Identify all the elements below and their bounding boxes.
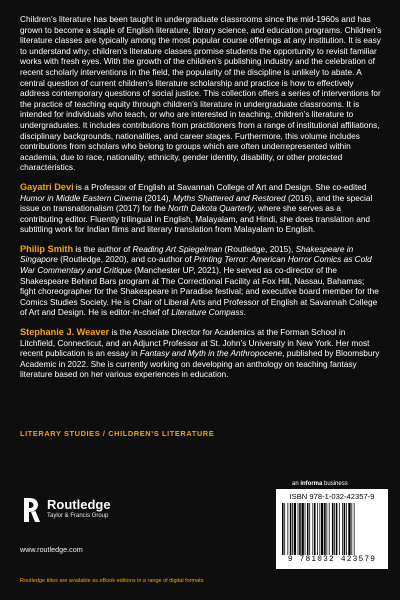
isbn-barcode — [276, 489, 388, 569]
book-title: Myths Shattered and Restored — [173, 192, 286, 203]
editor-name: Philip Smith — [20, 243, 74, 254]
barcode-digits: 9 781032 423579 — [287, 556, 377, 564]
bio-text: (2014), — [142, 192, 174, 203]
subject-category: LITERARY STUDIES / CHILDREN’S LITERATURE — [20, 429, 215, 438]
bio-text: , published by Bloomsbury Academic in 2022. She is currently working on developing an anthology on teaching fantasy literature based on her various experiences in education. — [20, 348, 380, 380]
publisher-url[interactable]: www.routledge.com — [20, 545, 83, 554]
editor-name: Gayatri Devi — [20, 181, 74, 192]
informa-prefix: an — [292, 481, 301, 487]
publisher-tagline: Taylor & Francis Group — [47, 513, 109, 519]
isbn-label: ISBN 978-1-032-42357-9 — [289, 492, 375, 501]
editor-bio-philip-smith — [20, 244, 382, 318]
book-title: Fantasy and Myth in the Anthropocene — [139, 348, 283, 359]
informa-brand: informa — [300, 481, 323, 487]
bio-text: . — [243, 307, 246, 318]
editor-bio-stephanie-weaver — [20, 327, 382, 380]
journal-title: Literature Compass — [171, 307, 244, 318]
bio-text: is the author of — [73, 243, 133, 254]
publisher-logo — [20, 496, 210, 536]
publisher-name: Routledge — [47, 497, 111, 512]
book-title: Printing Terror: American Horror Comics as Cold War Commentary and Critique — [20, 254, 372, 276]
book-title: Shakespeare in Singapore — [20, 243, 354, 265]
ebook-availability-note: Routledge titles are available as eBook editions in a range of digital formats — [20, 578, 204, 584]
journal-title: North Dakota Quarterly — [168, 203, 254, 214]
bio-text: , where she serves as a contributing editor. Fluently trilingual in English, Malayalam, and Hindi, she does translation and subtitling work for Indian films and literary translation from Malayalam to English. — [20, 203, 371, 235]
back-cover-text — [20, 14, 382, 389]
bio-text: (Routledge, 2015), — [222, 243, 296, 254]
bio-text: is the Associate Director for Academics at the Forman School in Litchfield, Connecticut, and an Adjunct Professor at St. John’s University in New York. Her most recent publication is an essay in — [20, 327, 370, 359]
bio-text: is a Professor of English at Savannah College of Art and Design. She co-edited — [73, 181, 367, 192]
barcode-bars — [282, 503, 382, 555]
editor-name: Stephanie J. Weaver — [20, 327, 110, 338]
book-description: Children’s literature has been taught in undergraduate classrooms since the mid-1960s and has grown to become a staple of English literature, library science, and education programs. Children’s literature classes are typically among the most popular course offerings at any institution. It is easy to understand why; children’s literature classes promise students the opportunity to revisit familiar works with fresh eyes. With the growth of the children’s publishing industry and the celebration of recent scholarly interventions in the field, the popularity of the discipline is unlikely to abate. A central question of current children’s literature scholarship and practice is how to effectively address contemporary questions of social justice. This collection offers a series of interventions for the practice of teaching equity through children’s literature in undergraduate classrooms. It is intended for individuals who teach, or who are interested in teaching, children’s literature to undergraduates. It includes contributions from practitioners from a range of institutional affiliations, disciplinary backgrounds, nationalities, and career stages. Furthermore, this volume includes contributions from scholars who belong to groups which are often underrepresented within academia, due to race, nationality, ethnicity, gender identity, disability, or other protected characteristics. — [20, 14, 382, 173]
bio-text: (Manchester UP, 2021). He served as co-director of the Shakespeare Behind Bars program at The Correctional Facility at Fox Hill, Nassau, Bahamas; fight choreographer for the Shakespeare in Paradise festival; and executive board member for the Comics Studies Society. He is Chair of Liberal Arts and Professor of English at Savannah College of Art and Design. He is editor-in-chief of — [20, 265, 379, 318]
book-title: Humor in Middle Eastern Cinema — [20, 192, 143, 203]
bio-text: (2016), and the special issue on transnationalism (2017) for the — [20, 192, 373, 214]
informa-suffix: business — [322, 481, 348, 487]
editor-bio-gayatri-devi — [20, 182, 382, 235]
informa-note — [292, 481, 348, 487]
routledge-logo-icon — [20, 496, 42, 524]
book-title: Reading Art Spiegelman — [132, 243, 223, 254]
bio-text: (Routledge, 2020), and co-author of — [57, 254, 194, 265]
